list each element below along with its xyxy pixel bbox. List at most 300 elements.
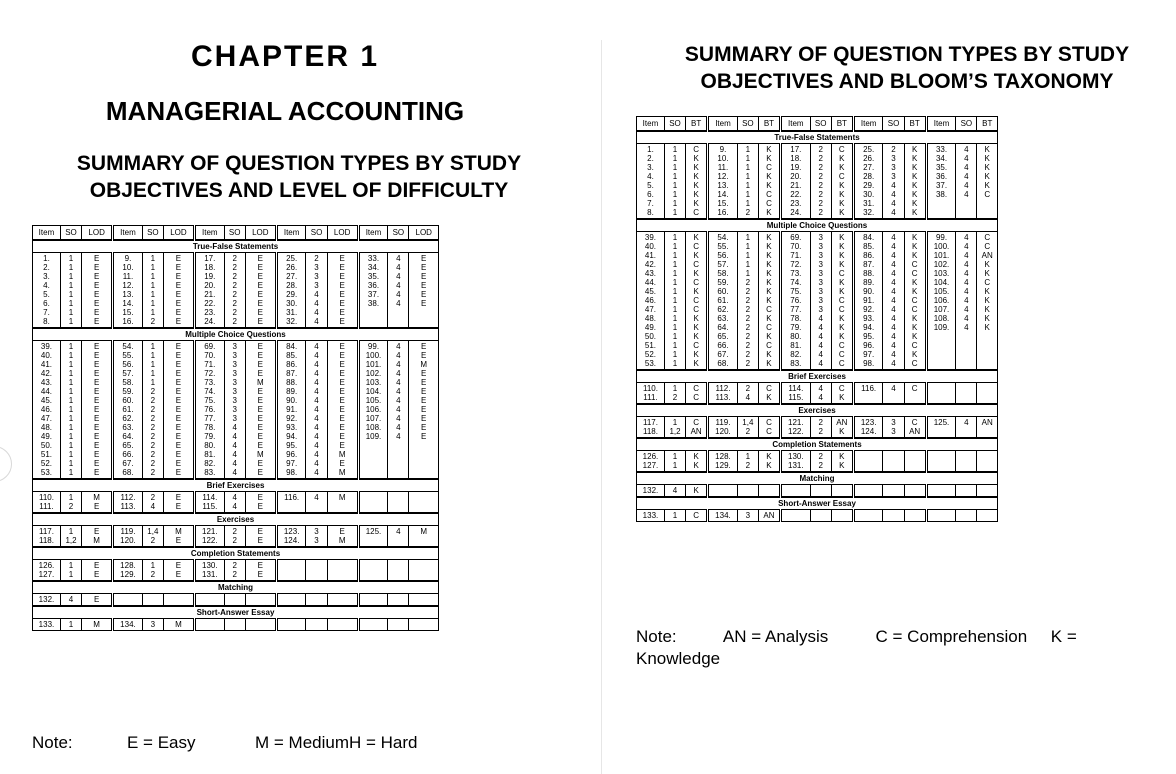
cell-value	[388, 595, 408, 604]
value-cell	[686, 451, 708, 473]
section-title: Multiple Choice Questions	[637, 219, 998, 232]
cell-value: E	[93, 360, 100, 369]
cell-value: 46.	[644, 296, 657, 305]
item-cell	[358, 594, 388, 607]
cell-value	[388, 570, 408, 579]
cell-value	[928, 359, 956, 368]
cell-value	[832, 511, 852, 520]
cell-value: 58.	[122, 378, 134, 387]
cell-value: E	[257, 396, 263, 405]
section-body-row	[637, 144, 998, 220]
cell-value	[855, 461, 883, 470]
cell-value: 61.	[122, 405, 134, 414]
item-cell	[195, 492, 225, 514]
cell-value: 115.	[202, 502, 218, 511]
item-cell	[781, 451, 811, 473]
cell-value	[928, 461, 956, 470]
cell-value: 128.	[715, 452, 731, 461]
cell-value: 41.	[644, 251, 657, 260]
cell-value: K	[839, 278, 845, 287]
cell-value: 1.	[43, 254, 50, 263]
cell-value: 100.	[933, 242, 950, 251]
cell-value: E	[339, 299, 345, 308]
cell-value: 2	[818, 452, 823, 461]
cell-value: K	[911, 287, 918, 296]
cell-value: 126.	[38, 561, 55, 570]
so-cell	[388, 492, 409, 514]
column-header-item: Item	[113, 226, 143, 241]
cell-value	[246, 620, 275, 629]
cell-value: E	[421, 405, 427, 414]
so-cell	[306, 492, 327, 514]
cell-value: E	[175, 468, 182, 477]
cell-value: 1	[745, 260, 751, 269]
cell-value: E	[93, 272, 100, 281]
cell-value: 52.	[40, 459, 53, 468]
cell-value: 1	[150, 342, 156, 351]
so-cell	[883, 144, 904, 220]
cell-value	[328, 502, 357, 511]
item-cell	[708, 232, 738, 371]
cell-value: 4	[314, 414, 319, 423]
cell-value: 1	[672, 359, 678, 368]
cell-value: 1.	[647, 145, 654, 154]
cell-value: 1	[68, 290, 74, 299]
cell-value: K	[766, 350, 772, 359]
cell-value: 1	[672, 323, 678, 332]
cell-value: E	[421, 272, 427, 281]
cell-value: E	[93, 308, 100, 317]
cell-value: C	[766, 163, 772, 172]
item-cell	[195, 560, 225, 582]
cell-value	[782, 486, 810, 495]
so-cell	[142, 560, 163, 582]
cell-value: 13.	[122, 290, 134, 299]
section-row	[33, 606, 439, 619]
cell-value	[328, 595, 357, 604]
so-cell	[883, 232, 904, 371]
section-body-row	[637, 510, 998, 522]
cell-value: 84.	[863, 233, 875, 242]
cell-value: 123.	[283, 527, 300, 536]
section-row	[33, 479, 439, 492]
cell-value: E	[93, 570, 100, 579]
cell-value: E	[257, 342, 263, 351]
cell-value: 19.	[204, 272, 216, 281]
cell-value: 1	[68, 351, 74, 360]
bt-table	[636, 116, 998, 522]
so-cell	[956, 451, 977, 473]
cell-value: 45.	[644, 287, 657, 296]
cell-value: 4	[891, 251, 896, 260]
cell-value: K	[693, 486, 699, 495]
cell-value: 3	[818, 260, 823, 269]
cell-value: E	[93, 342, 100, 351]
cell-value: 16.	[717, 208, 729, 217]
cell-value: 1	[68, 414, 74, 423]
cell-value: E	[93, 387, 100, 396]
cell-value	[114, 595, 142, 604]
so-cell	[810, 232, 831, 371]
item-cell	[781, 232, 811, 371]
cell-value: 110.	[38, 493, 54, 502]
cell-value: 13.	[717, 181, 729, 190]
cell-value	[928, 427, 956, 436]
cell-value: 105.	[933, 287, 950, 296]
cell-value: K	[766, 393, 772, 402]
so-cell	[388, 341, 409, 480]
cell-value: K	[693, 332, 699, 341]
cell-value: 20.	[790, 172, 802, 181]
section-row	[637, 472, 998, 485]
cell-value: 87.	[863, 260, 875, 269]
cell-value: 101.	[365, 360, 382, 369]
cell-value: 129.	[120, 570, 136, 579]
cell-value: 30.	[863, 190, 875, 199]
cell-value: K	[911, 332, 918, 341]
cell-value: 2	[150, 423, 156, 432]
cell-value: 1	[68, 342, 74, 351]
cell-value: 2	[818, 163, 823, 172]
cell-value: E	[257, 308, 263, 317]
cell-value: 132.	[642, 486, 659, 495]
cell-value: 1	[68, 405, 74, 414]
cell-value	[811, 511, 831, 520]
value-cell	[686, 510, 708, 522]
section-title: Completion Statements	[637, 438, 998, 451]
cell-value: K	[984, 163, 990, 172]
cell-value: 1,2	[65, 536, 77, 545]
cell-value: K	[984, 314, 990, 323]
so-cell	[883, 451, 904, 473]
cell-value	[388, 620, 408, 629]
cell-value: 2	[745, 427, 751, 436]
cell-value: 103.	[365, 378, 382, 387]
cell-value: 4	[891, 314, 896, 323]
cell-value: 1	[672, 278, 678, 287]
cell-value	[905, 452, 925, 461]
item-cell	[276, 526, 306, 548]
so-cell	[664, 451, 685, 473]
cell-value: 86.	[286, 360, 298, 369]
cell-value: 3	[891, 154, 896, 163]
column-header-item: Item	[358, 226, 388, 241]
cell-value	[409, 595, 438, 604]
item-cell	[781, 485, 811, 498]
so-cell	[60, 492, 81, 514]
cell-value: E	[421, 378, 427, 387]
so-cell	[306, 253, 327, 329]
so-cell	[388, 619, 409, 631]
cell-value: 1	[745, 233, 751, 242]
cell-value	[278, 561, 306, 570]
cell-value: E	[175, 342, 182, 351]
cell-value: 2	[745, 359, 751, 368]
item-cell	[926, 144, 956, 220]
cell-value: E	[421, 254, 427, 263]
cell-value: 94.	[286, 432, 298, 441]
value-cell	[409, 253, 439, 329]
column-header-item: Item	[33, 226, 61, 241]
section-body-row	[33, 526, 439, 548]
cell-value: 1	[68, 396, 74, 405]
so-cell	[664, 232, 685, 371]
cell-value: 76.	[790, 296, 802, 305]
cell-value: 23.	[790, 199, 802, 208]
so-cell	[60, 341, 81, 480]
cell-value: 1	[745, 190, 751, 199]
cell-value: K	[911, 233, 918, 242]
cell-value: 96.	[863, 341, 875, 350]
cell-value: 98.	[286, 468, 298, 477]
item-cell	[276, 560, 306, 582]
cell-value: 62.	[717, 305, 729, 314]
value-cell	[904, 383, 926, 405]
cell-value: 1	[68, 441, 74, 450]
item-cell	[781, 510, 811, 522]
cell-value: K	[766, 452, 772, 461]
cell-value	[928, 511, 956, 520]
value-cell	[82, 341, 113, 480]
cell-value	[928, 486, 956, 495]
cell-value: 125.	[933, 418, 950, 427]
cell-value	[306, 620, 326, 629]
cell-value: K	[911, 154, 918, 163]
cell-value: 10.	[122, 263, 134, 272]
cell-value: 46.	[40, 405, 53, 414]
cell-value: 12.	[122, 281, 134, 290]
cell-value: E	[93, 299, 100, 308]
cell-value: 81.	[204, 450, 216, 459]
cell-value: 2	[818, 154, 823, 163]
item-cell	[195, 341, 225, 480]
cell-value: 14.	[717, 190, 729, 199]
cell-value: 85.	[863, 242, 875, 251]
cell-value: 87.	[286, 369, 298, 378]
cell-value: 1	[672, 314, 678, 323]
column-header-item: Item	[781, 117, 811, 132]
cell-value: 3	[232, 378, 237, 387]
cell-value: 38.	[935, 190, 948, 199]
cell-value: K	[839, 154, 845, 163]
cell-value: E	[93, 317, 100, 326]
cell-value	[388, 502, 408, 511]
section-title: True-False Statements	[637, 131, 998, 144]
cell-value: E	[339, 378, 345, 387]
item-cell	[853, 485, 883, 498]
cell-value: 3	[232, 396, 237, 405]
cell-value: 2	[232, 536, 237, 545]
so-cell	[388, 253, 409, 329]
item-cell	[853, 451, 883, 473]
cell-value: 1	[672, 145, 678, 154]
cell-value: 1	[68, 620, 74, 629]
cell-value: E	[93, 468, 100, 477]
so-cell	[224, 253, 245, 329]
so-cell	[664, 417, 685, 439]
cell-value: E	[257, 317, 263, 326]
cell-value	[928, 384, 956, 393]
cell-value: 39.	[40, 342, 53, 351]
cell-value: E	[93, 254, 100, 263]
cell-value	[928, 393, 956, 402]
so-cell	[737, 451, 758, 473]
cell-value: 4	[964, 305, 969, 314]
value-cell	[686, 232, 708, 371]
cell-value: 4	[396, 351, 401, 360]
cell-value: 2	[745, 350, 751, 359]
cell-value	[143, 595, 163, 604]
cell-value: 62.	[122, 414, 134, 423]
cell-value: 1	[68, 459, 74, 468]
cell-value: K	[693, 314, 699, 323]
cell-value: 9.	[124, 254, 132, 263]
cell-value: 3	[150, 620, 156, 629]
cell-value: 82.	[204, 459, 216, 468]
cell-value: 31.	[863, 199, 875, 208]
item-cell	[781, 383, 811, 405]
cell-value: 4	[818, 359, 823, 368]
cell-value: K	[839, 199, 845, 208]
cell-value: 4	[964, 260, 969, 269]
cell-value: 97.	[863, 350, 875, 359]
cell-value: 27.	[863, 163, 875, 172]
cell-value: 121.	[202, 527, 218, 536]
cell-value: E	[175, 281, 182, 290]
cell-value: E	[175, 360, 182, 369]
so-cell	[810, 144, 831, 220]
value-cell	[758, 144, 780, 220]
cell-value: 4	[396, 272, 401, 281]
cell-value: E	[175, 290, 182, 299]
cell-value: 1	[68, 299, 74, 308]
cell-value	[709, 486, 737, 495]
cell-value: 4	[314, 441, 319, 450]
item-cell	[195, 253, 225, 329]
cell-value: 43.	[40, 378, 53, 387]
item-cell	[358, 526, 388, 548]
cell-value: 1	[68, 387, 74, 396]
item-cell	[637, 383, 665, 405]
cell-value: 2	[745, 461, 751, 470]
cell-value	[360, 450, 388, 459]
cell-value: 2	[818, 181, 823, 190]
cell-value: 75.	[204, 396, 216, 405]
value-cell	[82, 594, 113, 607]
cell-value: 1	[672, 287, 678, 296]
cell-value: 1	[672, 190, 678, 199]
cell-value: K	[911, 163, 918, 172]
section-row	[637, 131, 998, 144]
cell-value: 63.	[122, 423, 134, 432]
cell-value: E	[339, 414, 345, 423]
cell-value: K	[911, 350, 918, 359]
cell-value: K	[693, 181, 699, 190]
cell-value: 77.	[790, 305, 802, 314]
cell-value: 84.	[286, 342, 298, 351]
cell-value	[956, 486, 976, 495]
cell-value: 34.	[367, 263, 380, 272]
value-cell	[163, 492, 194, 514]
cell-value: 4	[891, 359, 896, 368]
value-cell	[409, 341, 439, 480]
cell-value: 2	[150, 468, 156, 477]
cell-value: 104.	[933, 278, 950, 287]
cell-value: E	[257, 360, 263, 369]
cell-value: 4	[396, 378, 401, 387]
cell-value: 1	[672, 350, 678, 359]
cell-value: 1	[672, 233, 678, 242]
cell-value: C	[766, 190, 772, 199]
cell-value: K	[766, 287, 772, 296]
value-cell	[327, 341, 358, 480]
cell-value: 2	[745, 332, 751, 341]
cell-value: 2	[745, 287, 751, 296]
cell-value: 1	[150, 299, 156, 308]
section-row	[637, 219, 998, 232]
cell-value: K	[839, 427, 845, 436]
cell-value: 1	[68, 423, 74, 432]
cell-value: 122.	[202, 536, 218, 545]
section-row	[33, 513, 439, 526]
cell-value	[956, 511, 976, 520]
column-header-item: Item	[708, 117, 738, 132]
so-cell	[737, 383, 758, 405]
cell-value: 1	[150, 290, 156, 299]
cell-value: 3	[818, 296, 823, 305]
cell-value: 1	[150, 308, 156, 317]
value-cell	[977, 485, 998, 498]
cell-value: K	[984, 172, 990, 181]
cell-value: K	[911, 181, 918, 190]
column-header-so: SO	[883, 117, 904, 132]
cell-value: 31.	[286, 308, 298, 317]
cell-value: E	[339, 432, 345, 441]
so-cell	[306, 341, 327, 480]
cell-value: 104.	[365, 387, 382, 396]
item-cell	[708, 451, 738, 473]
cell-value: 2	[232, 263, 237, 272]
value-cell	[409, 594, 439, 607]
cell-value	[855, 393, 883, 402]
cell-value: C	[838, 341, 845, 350]
cell-value: E	[175, 387, 182, 396]
cell-value: 4	[964, 418, 969, 427]
cell-value	[388, 317, 408, 326]
cell-value: 4	[396, 396, 401, 405]
cell-value: 2	[232, 281, 237, 290]
cell-value: 4	[396, 299, 401, 308]
value-cell	[163, 619, 194, 631]
cell-value: 2	[672, 393, 678, 402]
cell-value: E	[339, 423, 345, 432]
cell-value	[409, 570, 438, 579]
column-header-lod: LOD	[409, 226, 439, 241]
cell-value: 79.	[204, 432, 216, 441]
cell-value: E	[257, 369, 263, 378]
cell-value: 1	[68, 450, 74, 459]
column-header-so: SO	[388, 226, 409, 241]
cell-value	[409, 468, 438, 477]
cell-value: 59.	[717, 278, 729, 287]
page-edge-marker	[0, 446, 12, 482]
cell-value: E	[421, 423, 427, 432]
cell-value: 1	[150, 369, 156, 378]
cell-value: C	[838, 305, 845, 314]
cell-value: 27.	[286, 272, 298, 281]
value-cell	[758, 383, 780, 405]
lod-note	[32, 733, 418, 753]
